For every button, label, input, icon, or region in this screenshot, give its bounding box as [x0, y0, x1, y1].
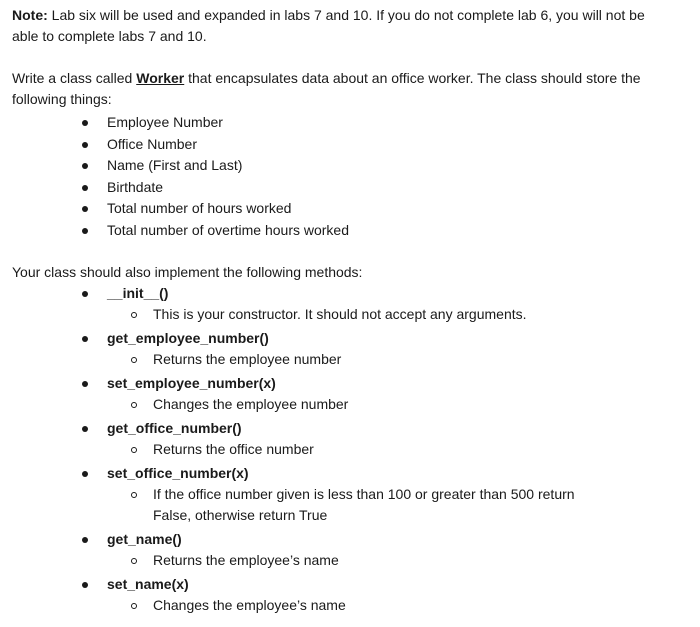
property-item: [12, 177, 700, 199]
bullet-icon: [82, 381, 88, 387]
method-name: get_employee_number(): [107, 330, 269, 346]
bullet-icon: [82, 471, 88, 477]
bullet-icon: [82, 206, 88, 212]
bullet-icon: [82, 163, 88, 169]
property-list: [12, 112, 700, 241]
property-label: Office Number: [107, 135, 197, 152]
method-item: [12, 283, 700, 304]
method-desc-text: If the office number given is less than 100 or greater than 500 return False, otherwise return True: [153, 486, 575, 523]
circle-bullet-icon: [131, 603, 137, 609]
intro-after: that encapsulates data about an office worker. The class should store the following things:: [12, 70, 641, 107]
method-description: [12, 550, 603, 571]
note-text: Lab six will be used and expanded in labs 7 and 10. If you do not complete lab 6, you will not be able to complete labs 7 and 10.: [12, 7, 645, 44]
bullet-icon: [82, 336, 88, 342]
intro-before: Write a class called: [12, 70, 137, 86]
bullet-icon: [82, 537, 88, 543]
bullet-icon: [82, 426, 88, 432]
bullet-icon: [82, 228, 88, 234]
method-name: get_name(): [107, 531, 182, 547]
method-name: set_name(x): [107, 576, 189, 592]
property-item: [12, 220, 700, 242]
property-item: [12, 134, 700, 156]
property-item: [12, 112, 700, 134]
method-item: [12, 574, 700, 595]
method-list: [12, 283, 700, 616]
method-description: [12, 304, 603, 325]
property-label: Total number of overtime hours worked: [107, 221, 349, 238]
methods-intro: Your class should also implement the following methods:: [12, 264, 363, 280]
circle-bullet-icon: [131, 447, 137, 453]
method-name: set_employee_number(x): [107, 375, 276, 391]
method-item: [12, 418, 700, 439]
method-item: [12, 328, 700, 349]
method-desc-text: Changes the employee’s name: [153, 597, 346, 613]
bullet-icon: [82, 142, 88, 148]
circle-bullet-icon: [131, 558, 137, 564]
note-label: Note:: [12, 7, 48, 23]
class-name: Worker: [136, 70, 185, 86]
circle-bullet-icon: [131, 312, 137, 318]
circle-bullet-icon: [131, 402, 137, 408]
bullet-icon: [82, 120, 88, 126]
property-item: [12, 198, 700, 220]
bullet-icon: [82, 582, 88, 588]
property-label: Employee Number: [107, 114, 223, 130]
property-label: Total number of hours worked: [107, 200, 292, 216]
method-desc-text: Changes the employee number: [153, 396, 349, 412]
method-desc-text: Returns the office number: [153, 441, 314, 457]
method-item: [12, 529, 700, 550]
method-description: [12, 394, 603, 415]
method-name: get_office_number(): [107, 420, 242, 436]
method-item: [12, 373, 700, 394]
method-description: [12, 349, 603, 370]
property-label: Birthdate: [107, 178, 164, 195]
property-item: [12, 155, 700, 177]
property-label: Name (First and Last): [107, 157, 243, 173]
method-name: __init__(): [107, 285, 169, 301]
intro-paragraph: [12, 68, 652, 110]
method-description: [12, 484, 603, 526]
method-item: [12, 463, 700, 484]
method-desc-text: Returns the employee’s name: [153, 552, 339, 568]
bullet-icon: [82, 291, 88, 297]
method-name: set_office_number(x): [107, 465, 249, 481]
method-desc-text: This is your constructor. It should not accept any arguments.: [153, 306, 527, 322]
method-description: [12, 595, 603, 616]
circle-bullet-icon: [131, 492, 137, 498]
method-desc-text: Returns the employee number: [153, 351, 342, 367]
bullet-icon: [82, 185, 88, 191]
note-paragraph: [12, 5, 652, 47]
method-description: [12, 439, 603, 460]
circle-bullet-icon: [131, 357, 137, 363]
